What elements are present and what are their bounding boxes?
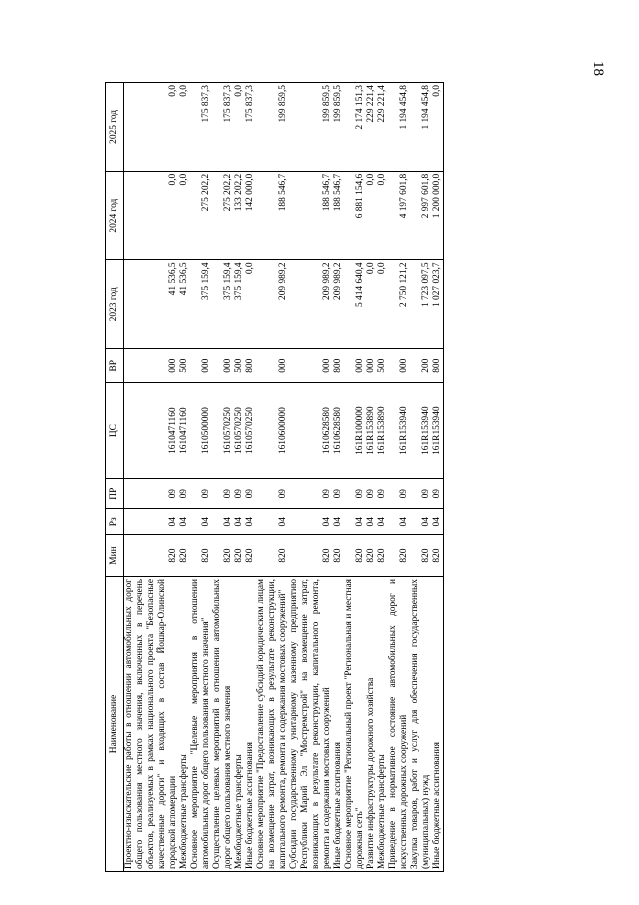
row-name: Межбюджетные трансферты bbox=[234, 577, 245, 872]
row-rz: 04 bbox=[179, 509, 190, 535]
table-row bbox=[256, 83, 289, 872]
table-row bbox=[410, 83, 432, 872]
row-pr: 09 bbox=[234, 479, 245, 509]
row-value-2025: 2 174 151,3 bbox=[344, 83, 366, 172]
row-value-2023: 0,0 bbox=[245, 260, 256, 349]
row-value-2025: 1 194 454,8 bbox=[388, 83, 410, 172]
row-value-2024: 188 546,7 bbox=[289, 171, 333, 260]
row-vr: 800 bbox=[333, 349, 344, 383]
row-vr: 800 bbox=[245, 349, 256, 383]
row-pr: 09 bbox=[179, 479, 190, 509]
row-value-2023: 375 159,4 bbox=[190, 260, 212, 349]
table-row bbox=[179, 83, 190, 872]
row-value-2025: 0,0 bbox=[234, 83, 245, 172]
row-value-2025: 229 221,4 bbox=[366, 83, 377, 172]
row-min: 820 bbox=[289, 535, 333, 577]
table-header-row bbox=[106, 83, 124, 872]
row-vr: 000 bbox=[256, 349, 289, 383]
row-value-2023: 5 414 640,4 bbox=[344, 260, 366, 349]
row-rz: 04 bbox=[388, 509, 410, 535]
row-value-2024: 0,0 bbox=[179, 171, 190, 260]
row-name: Субсидии государственному унитарному казенному предприятию Республики Марий Эл "Мостремстрой" на возмещение затрат, возникающих в результате реконструкции, капитального ремонта, ремонта и содержания мостовых сооружений bbox=[289, 577, 333, 872]
table-row bbox=[377, 83, 388, 872]
row-cs: 1610570250 bbox=[245, 383, 256, 479]
table-row bbox=[366, 83, 377, 872]
row-pr: 09 bbox=[366, 479, 377, 509]
row-pr: 09 bbox=[377, 479, 388, 509]
table-row bbox=[190, 83, 212, 872]
row-pr: 09 bbox=[256, 479, 289, 509]
row-value-2025: 229 221,4 bbox=[377, 83, 388, 172]
row-vr: 200 bbox=[410, 349, 432, 383]
row-rz: 04 bbox=[366, 509, 377, 535]
budget-table bbox=[105, 82, 444, 872]
row-cs: 161R153890 bbox=[377, 383, 388, 479]
row-pr: 09 bbox=[124, 479, 180, 509]
row-cs: 161R153940 bbox=[388, 383, 410, 479]
row-min: 820 bbox=[234, 535, 245, 577]
page-number: 18 bbox=[590, 61, 606, 76]
row-name: Развитие инфраструктуры дорожного хозяйства bbox=[366, 577, 377, 872]
row-value-2024: 6 881 154,6 bbox=[344, 171, 366, 260]
header-cs: ЦС bbox=[106, 383, 124, 479]
row-name: Иные бюджетные ассигнования bbox=[333, 577, 344, 872]
row-value-2025: 175 837,3 bbox=[245, 83, 256, 172]
row-pr: 09 bbox=[388, 479, 410, 509]
row-value-2023: 209 989,2 bbox=[333, 260, 344, 349]
row-name: Проектно-изыскательские работы в отношении автомобильных дорог общего пользования местного значения, включенных в перечень объектов, реализуемых в рамках национального проекта "Безопасные качественные дороги" и входящих в состав Йошкар-Олинской городской агломерации bbox=[124, 577, 180, 872]
row-min: 820 bbox=[410, 535, 432, 577]
row-rz: 04 bbox=[432, 509, 444, 535]
rotated-page-content bbox=[105, 82, 590, 872]
row-min: 820 bbox=[344, 535, 366, 577]
row-name: Межбюджетные трансферты bbox=[179, 577, 190, 872]
header-pr: ПР bbox=[106, 479, 124, 509]
row-value-2024: 1 200 000,0 bbox=[432, 171, 444, 260]
row-min: 820 bbox=[333, 535, 344, 577]
row-value-2025: 199 859,5 bbox=[333, 83, 344, 172]
table-row bbox=[289, 83, 333, 872]
row-min: 820 bbox=[245, 535, 256, 577]
row-pr: 09 bbox=[245, 479, 256, 509]
row-vr: 500 bbox=[377, 349, 388, 383]
row-rz: 04 bbox=[377, 509, 388, 535]
row-min: 820 bbox=[256, 535, 289, 577]
row-name: Осуществление целевых мероприятий в отношении автомобильных дорог общего пользования местного значения bbox=[212, 577, 234, 872]
row-min: 820 bbox=[388, 535, 410, 577]
row-min: 820 bbox=[179, 535, 190, 577]
header-2023: 2023 год bbox=[106, 260, 124, 349]
row-value-2024: 275 202,2 bbox=[190, 171, 212, 260]
row-cs: 1610471160 bbox=[179, 383, 190, 479]
row-value-2023: 1 723 097,5 bbox=[410, 260, 432, 349]
row-value-2024: 188 546,7 bbox=[333, 171, 344, 260]
row-rz: 04 bbox=[410, 509, 432, 535]
row-vr: 000 bbox=[366, 349, 377, 383]
row-name: Приведение в нормативное состояние автомобильных дорог и искусственных дорожных сооружений bbox=[388, 577, 410, 872]
table-row bbox=[124, 83, 180, 872]
row-value-2023: 41 536,5 bbox=[179, 260, 190, 349]
row-rz: 04 bbox=[344, 509, 366, 535]
header-name: Наименование bbox=[106, 577, 124, 872]
row-min: 820 bbox=[432, 535, 444, 577]
row-value-2024: 0,0 bbox=[366, 171, 377, 260]
row-name: Иные бюджетные ассигнования bbox=[432, 577, 444, 872]
table-row bbox=[344, 83, 366, 872]
row-name: Основное мероприятие "Целевые мероприятия в отношении автомобильных дорог общего пользования местного значения" bbox=[190, 577, 212, 872]
table-row bbox=[333, 83, 344, 872]
row-vr: 500 bbox=[179, 349, 190, 383]
row-cs: 1610628580 bbox=[333, 383, 344, 479]
header-2024: 2024 год bbox=[106, 171, 124, 260]
row-value-2023: 0,0 bbox=[377, 260, 388, 349]
row-cs: 1610500000 bbox=[190, 383, 212, 479]
row-value-2024: 4 197 601,8 bbox=[388, 171, 410, 260]
row-value-2023: 41 536,5 bbox=[124, 260, 180, 349]
row-name: Закупка товаров, работ и услуг для обеспечения государственных (муниципальных) нужд bbox=[410, 577, 432, 872]
row-value-2023: 375 159,4 bbox=[234, 260, 245, 349]
table-row bbox=[432, 83, 444, 872]
row-cs: 161R153940 bbox=[432, 383, 444, 479]
row-pr: 09 bbox=[410, 479, 432, 509]
row-cs: 1610600000 bbox=[256, 383, 289, 479]
row-rz: 04 bbox=[190, 509, 212, 535]
row-value-2025: 1 194 454,8 bbox=[410, 83, 432, 172]
header-rz: Рз bbox=[106, 509, 124, 535]
row-value-2024: 2 997 601,8 bbox=[410, 171, 432, 260]
row-name: Иные бюджетные ассигнования bbox=[245, 577, 256, 872]
row-rz: 04 bbox=[245, 509, 256, 535]
row-rz: 04 bbox=[333, 509, 344, 535]
row-cs: 1610570250 bbox=[234, 383, 245, 479]
row-cs: 161R153940 bbox=[410, 383, 432, 479]
row-value-2024: 133 202,2 bbox=[234, 171, 245, 260]
table-row bbox=[245, 83, 256, 872]
row-min: 820 bbox=[212, 535, 234, 577]
row-value-2025: 175 837,3 bbox=[190, 83, 212, 172]
header-vr: ВР bbox=[106, 349, 124, 383]
row-pr: 09 bbox=[289, 479, 333, 509]
row-name: Основное мероприятие "Региональный проект "Региональная и местная дорожная сеть" bbox=[344, 577, 366, 872]
row-value-2023: 209 989,2 bbox=[289, 260, 333, 349]
row-cs: 1610570250 bbox=[212, 383, 234, 479]
row-value-2025: 0,0 bbox=[179, 83, 190, 172]
row-vr: 500 bbox=[234, 349, 245, 383]
row-value-2025: 0,0 bbox=[124, 83, 180, 172]
row-min: 820 bbox=[190, 535, 212, 577]
row-value-2024: 0,0 bbox=[377, 171, 388, 260]
row-value-2025: 199 859,5 bbox=[289, 83, 333, 172]
row-vr: 000 bbox=[190, 349, 212, 383]
row-cs: 161R153890 bbox=[366, 383, 377, 479]
row-rz: 04 bbox=[212, 509, 234, 535]
row-pr: 09 bbox=[333, 479, 344, 509]
row-value-2023: 1 027 023,7 bbox=[432, 260, 444, 349]
row-value-2024: 188 546,7 bbox=[256, 171, 289, 260]
table-body bbox=[124, 83, 444, 872]
row-value-2024: 0,0 bbox=[124, 171, 180, 260]
row-vr: 800 bbox=[432, 349, 444, 383]
row-value-2023: 375 159,4 bbox=[212, 260, 234, 349]
table-row bbox=[212, 83, 234, 872]
row-name: Межбюджетные трансферты bbox=[377, 577, 388, 872]
row-vr: 000 bbox=[388, 349, 410, 383]
row-rz: 04 bbox=[124, 509, 180, 535]
header-2025: 2025 год bbox=[106, 83, 124, 172]
row-cs: 161R100000 bbox=[344, 383, 366, 479]
row-rz: 04 bbox=[289, 509, 333, 535]
row-value-2025: 0,0 bbox=[432, 83, 444, 172]
row-value-2025: 199 859,5 bbox=[256, 83, 289, 172]
row-pr: 09 bbox=[344, 479, 366, 509]
row-value-2023: 2 750 121,2 bbox=[388, 260, 410, 349]
row-value-2023: 0,0 bbox=[366, 260, 377, 349]
row-pr: 09 bbox=[212, 479, 234, 509]
row-cs: 1610471160 bbox=[124, 383, 180, 479]
row-name: Основное мероприятие "Предоставление субсидий юридическим лицам на возмещение затрат, возникающих в результате реконструкции, капитального ремонта, ремонта и содержания мостовых сооружений" bbox=[256, 577, 289, 872]
row-vr: 000 bbox=[344, 349, 366, 383]
row-rz: 04 bbox=[234, 509, 245, 535]
row-cs: 1610628580 bbox=[289, 383, 333, 479]
row-vr: 000 bbox=[289, 349, 333, 383]
header-min: Мин bbox=[106, 535, 124, 577]
table-row bbox=[234, 83, 245, 872]
row-value-2024: 275 202,2 bbox=[212, 171, 234, 260]
row-min: 820 bbox=[124, 535, 180, 577]
row-min: 820 bbox=[377, 535, 388, 577]
table-row bbox=[388, 83, 410, 872]
row-min: 820 bbox=[366, 535, 377, 577]
row-pr: 09 bbox=[190, 479, 212, 509]
row-value-2023: 209 989,2 bbox=[256, 260, 289, 349]
row-value-2024: 142 000,0 bbox=[245, 171, 256, 260]
row-rz: 04 bbox=[256, 509, 289, 535]
row-value-2025: 175 837,3 bbox=[212, 83, 234, 172]
row-pr: 09 bbox=[432, 479, 444, 509]
row-vr: 000 bbox=[124, 349, 180, 383]
row-vr: 000 bbox=[212, 349, 234, 383]
